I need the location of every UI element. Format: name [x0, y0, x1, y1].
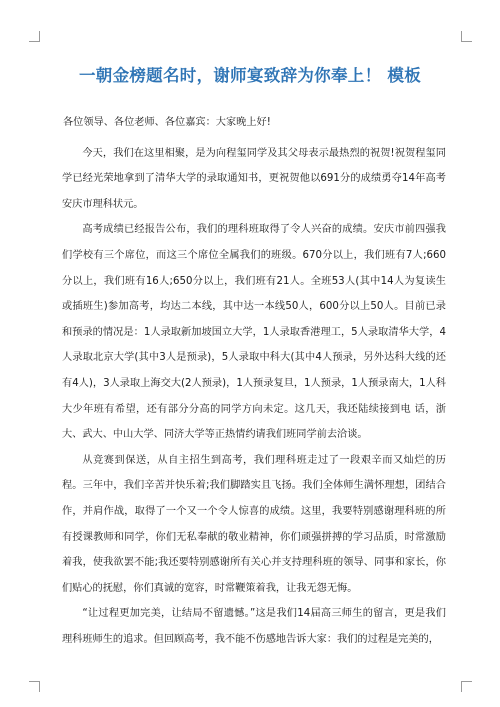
document-title: 一朝金榜题名时，谢师宴致辞为你奉上！ 模板 — [78, 66, 422, 85]
corner-mark-bottom-right — [461, 681, 472, 692]
document-body — [62, 110, 446, 652]
corner-mark-top-left — [29, 31, 40, 42]
greeting-line: 各位领导、各位老师、各位嘉宾：大家晚上好! — [63, 117, 271, 128]
paragraph-3: 从竞赛到保送，从自主招生到高考，我们理科班走过了一段艰辛而又灿烂的历程。三年中，我们辛苦并快乐着;我们脚踏实且飞扬。我们全体师生满怀理想，团结合作，并肩作战，取得了一个又一个令人惊喜的成绩。这里，我要特别感谢理科班的所有授课教师和同学，你们无私奉献的敬业精神，你们顽强拼搏的学习品质，时常激励着我，使我欲罢不能;我还要特别感谢所有关心并支持理科班的领导、同事和家长，你们贴心的抚慰，你们真诚的宽容，时常鞭策着我，让我无怨无悔。 — [62, 454, 446, 594]
corner-mark-top-right — [461, 31, 472, 42]
corner-mark-bottom-left — [29, 681, 40, 692]
paragraph-2: 高考成绩已经报告公布，我们的理科班取得了令人兴奋的成绩。安庆市前四强我们学校有三个席位，而这三个席位全属我们的班级。670分以上，我们班有7人;660分以上，我们班有16人;650分以上，我们班有21人。全班53人(其中14人为复读生或插班生)参加高考，均达二本线，其中达一本线50人，600分以上50人。目前已录和预录的情况是：1人录取新加坡国立大学，1人录取香港理工，5人录取清华大学，4人录取北京大学(其中3人是预录)，5人录取中科大(其中4人预录，另外达科大线的还有4人)，3人录取上海交大(2人预录)，1人预录复旦，1人预录，1人预录南大，1人科大少年班有希望，还有部分分高的同学方向未定。这几天，我还陆续接到电 话，浙大、武大、中山大学、同济大学等正热情约请我们班同学前去洽谈。 — [62, 224, 446, 441]
paragraph-1: 今天，我们在这里相聚，是为向程玺同学及其父母表示最热烈的祝贺!祝贺程玺同学已经光荣地拿到了清华大学的录取通知书，更祝贺他以691分的成绩勇夺14年高考安庆市理科状元。 — [62, 147, 446, 210]
paragraph-4: “让过程更加完美，让结局不留遗憾。”这是我们14届高三师生的留言，更是我们理科班师生的追求。但回顾高考，我不能不伤感地告诉大家：我们的过程是完美的， — [62, 608, 446, 645]
